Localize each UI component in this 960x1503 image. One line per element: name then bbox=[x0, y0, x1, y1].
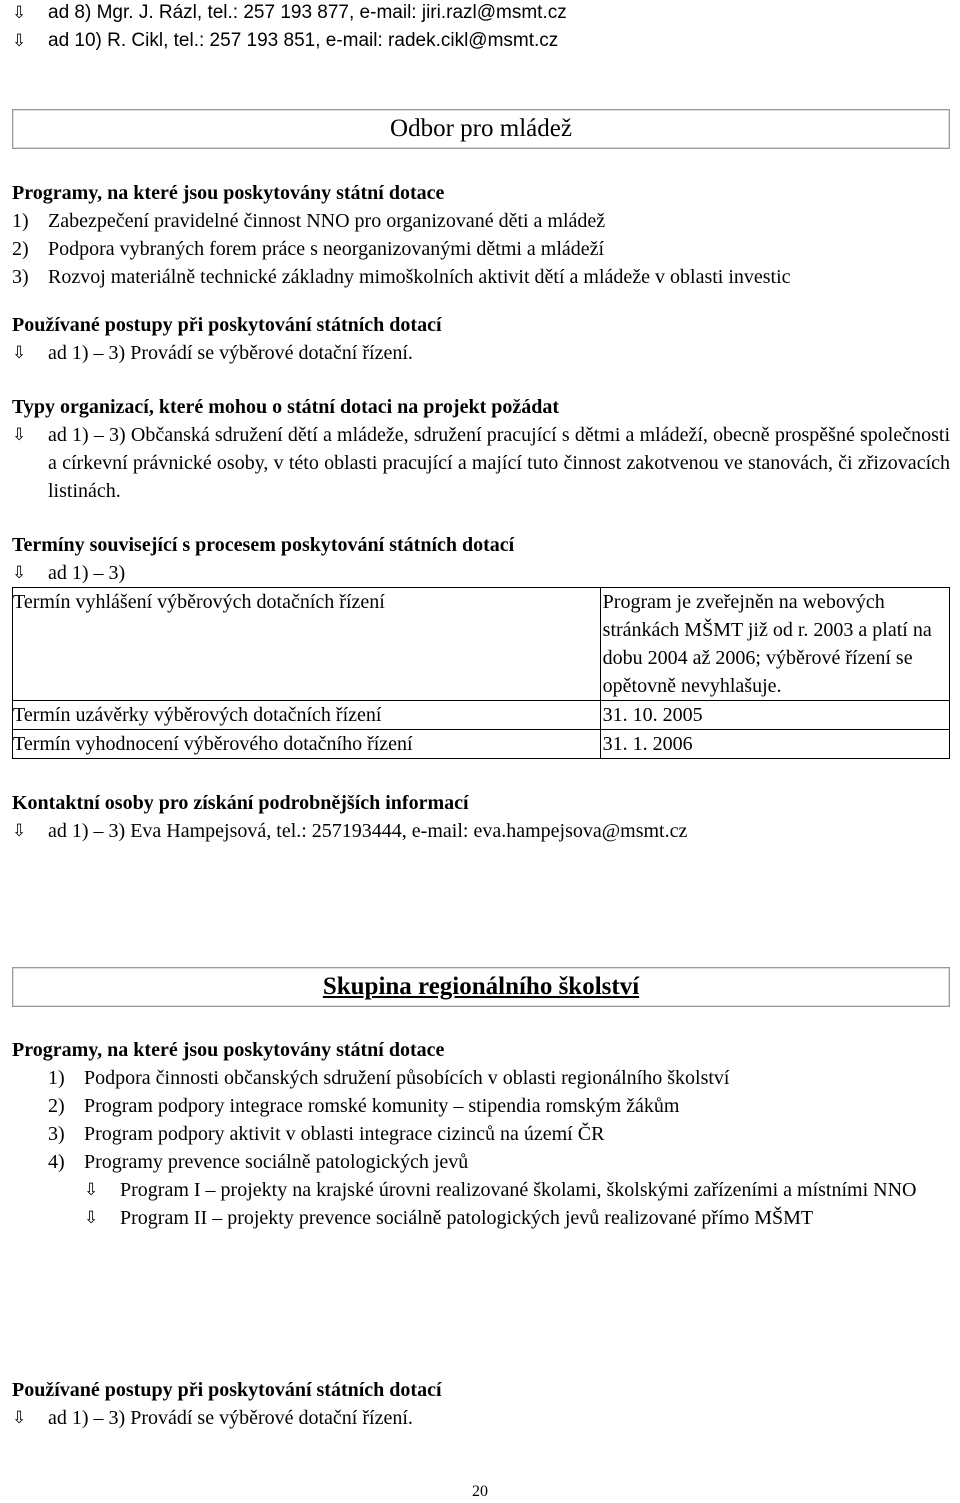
term-label: Termín vyhlášení výběrových dotačních řízení bbox=[13, 588, 601, 701]
program-item bbox=[48, 1092, 950, 1120]
procedures-line bbox=[12, 339, 950, 367]
org-types-line bbox=[12, 421, 950, 505]
term-label: Termín vyhodnocení výběrového dotačního řízení bbox=[13, 730, 601, 759]
procedures-heading: Používané postupy při poskytování státních dotací bbox=[12, 1379, 442, 1401]
program-item bbox=[12, 263, 950, 291]
term-value: 31. 10. 2005 bbox=[600, 701, 949, 730]
subprogram-item bbox=[84, 1204, 950, 1232]
procedures-line bbox=[12, 1404, 950, 1432]
arrow-down-icon: ⇩ bbox=[84, 1180, 99, 1200]
item-number: 1) bbox=[12, 210, 29, 232]
table-row bbox=[13, 588, 950, 701]
item-text: Program podpory integrace romské komunity – stipendia romským žákům bbox=[84, 1095, 680, 1117]
item-text: Podpora činnosti občanských sdružení působících v oblasti regionálního školství bbox=[84, 1067, 730, 1089]
table-row bbox=[13, 730, 950, 759]
arrow-down-icon: ⇩ bbox=[12, 563, 27, 583]
contact-text: ad 8) Mgr. J. Rázl, tel.: 257 193 877, e-mail: jiri.razl@msmt.cz bbox=[48, 2, 567, 23]
org-types-heading: Typy organizací, které mohou o státní dotaci na projekt požádat bbox=[12, 396, 560, 418]
item-text: Podpora vybraných forem práce s neorganizovanými dětmi a mládeží bbox=[48, 238, 605, 260]
item-text: Program podpory aktivit v oblasti integrace cizinců na území ČR bbox=[84, 1123, 605, 1145]
procedures-text: ad 1) – 3) Provádí se výběrové dotační řízení. bbox=[48, 1407, 413, 1429]
arrow-down-icon: ⇩ bbox=[12, 343, 27, 363]
subprogram-text: Program II – projekty prevence sociálně patologických jevů realizované přímo MŠMT bbox=[120, 1207, 814, 1229]
program-item bbox=[12, 207, 950, 235]
terms-table bbox=[12, 587, 950, 759]
arrow-down-icon: ⇩ bbox=[84, 1208, 99, 1228]
section-mladez-body bbox=[12, 179, 950, 845]
org-types-text: ad 1) – 3) Občanská sdružení dětí a mládeže, sdružení pracující s dětmi a mládeží, obecně prospěšné společnosti a církevní právnické osoby, v této oblasti pracující a mající tuto činnost zakotvenou ve stanovách, či zřizovacích listinách. bbox=[48, 424, 950, 502]
procedures-heading: Používané postupy při poskytování státních dotací bbox=[12, 314, 442, 336]
program-item bbox=[48, 1064, 950, 1092]
program-item bbox=[48, 1148, 950, 1176]
contact-text: ad 1) – 3) Eva Hampejsová, tel.: 257193444, e-mail: eva.hampejsova@msmt.cz bbox=[48, 820, 688, 842]
item-number: 4) bbox=[48, 1151, 65, 1173]
arrow-down-icon: ⇩ bbox=[12, 1408, 27, 1428]
terms-ref: ad 1) – 3) bbox=[48, 562, 126, 584]
section-title: Skupina regionálního školství bbox=[322, 973, 640, 1000]
contact-line-cikl bbox=[12, 27, 950, 55]
section-regional-body bbox=[12, 1036, 950, 1232]
subprogram-text: Program I – projekty na krajské úrovni realizované školami, školskými zařízeními a místními NNO bbox=[120, 1179, 917, 1201]
item-text: Rozvoj materiálně technické základny mimoškolních aktivit dětí a mládeže v oblasti investic bbox=[48, 266, 791, 288]
program-item bbox=[12, 235, 950, 263]
term-value: 31. 1. 2006 bbox=[600, 730, 949, 759]
item-number: 1) bbox=[48, 1067, 65, 1089]
item-text: Zabezpečení pravidelné činnost NNO pro organizované děti a mládež bbox=[48, 210, 606, 232]
page-number: 20 bbox=[472, 1483, 488, 1500]
term-label: Termín uzávěrky výběrových dotačních řízení bbox=[13, 701, 601, 730]
subprogram-item bbox=[84, 1176, 950, 1204]
programs-heading: Programy, na které jsou poskytovány státní dotace bbox=[12, 1039, 445, 1061]
top-contacts bbox=[12, 0, 950, 55]
contact-heading: Kontaktní osoby pro získání podrobnějších informací bbox=[12, 792, 469, 814]
procedures-text: ad 1) – 3) Provádí se výběrové dotační řízení. bbox=[48, 342, 413, 364]
item-number: 2) bbox=[48, 1095, 65, 1117]
section-title-box bbox=[12, 109, 950, 149]
term-value: Program je zveřejněn na webových stránkách MŠMT již od r. 2003 a platí na dobu 2004 až 2006; výběrové řízení se opětovně nevyhlašuje. bbox=[600, 588, 949, 701]
terms-ref-line bbox=[12, 559, 950, 587]
section-title-box bbox=[12, 967, 950, 1007]
contact-line-rozl bbox=[12, 0, 950, 27]
programs-heading: Programy, na které jsou poskytovány státní dotace bbox=[12, 182, 445, 204]
contact-line bbox=[12, 817, 950, 845]
program-item bbox=[48, 1120, 950, 1148]
arrow-down-icon: ⇩ bbox=[12, 3, 27, 23]
arrow-down-icon: ⇩ bbox=[12, 821, 27, 841]
table-row bbox=[13, 701, 950, 730]
item-text: Programy prevence sociálně patologických jevů bbox=[84, 1151, 469, 1173]
section-title: Odbor pro mládež bbox=[390, 115, 572, 142]
arrow-down-icon: ⇩ bbox=[12, 31, 27, 51]
item-number: 3) bbox=[12, 266, 29, 288]
contact-text: ad 10) R. Cikl, tel.: 257 193 851, e-mail: radek.cikl@msmt.cz bbox=[48, 30, 559, 51]
section-regional-procedures bbox=[12, 1376, 950, 1432]
arrow-down-icon: ⇩ bbox=[12, 425, 27, 445]
terms-heading: Termíny související s procesem poskytování státních dotací bbox=[12, 534, 515, 556]
item-number: 2) bbox=[12, 238, 29, 260]
item-number: 3) bbox=[48, 1123, 65, 1145]
